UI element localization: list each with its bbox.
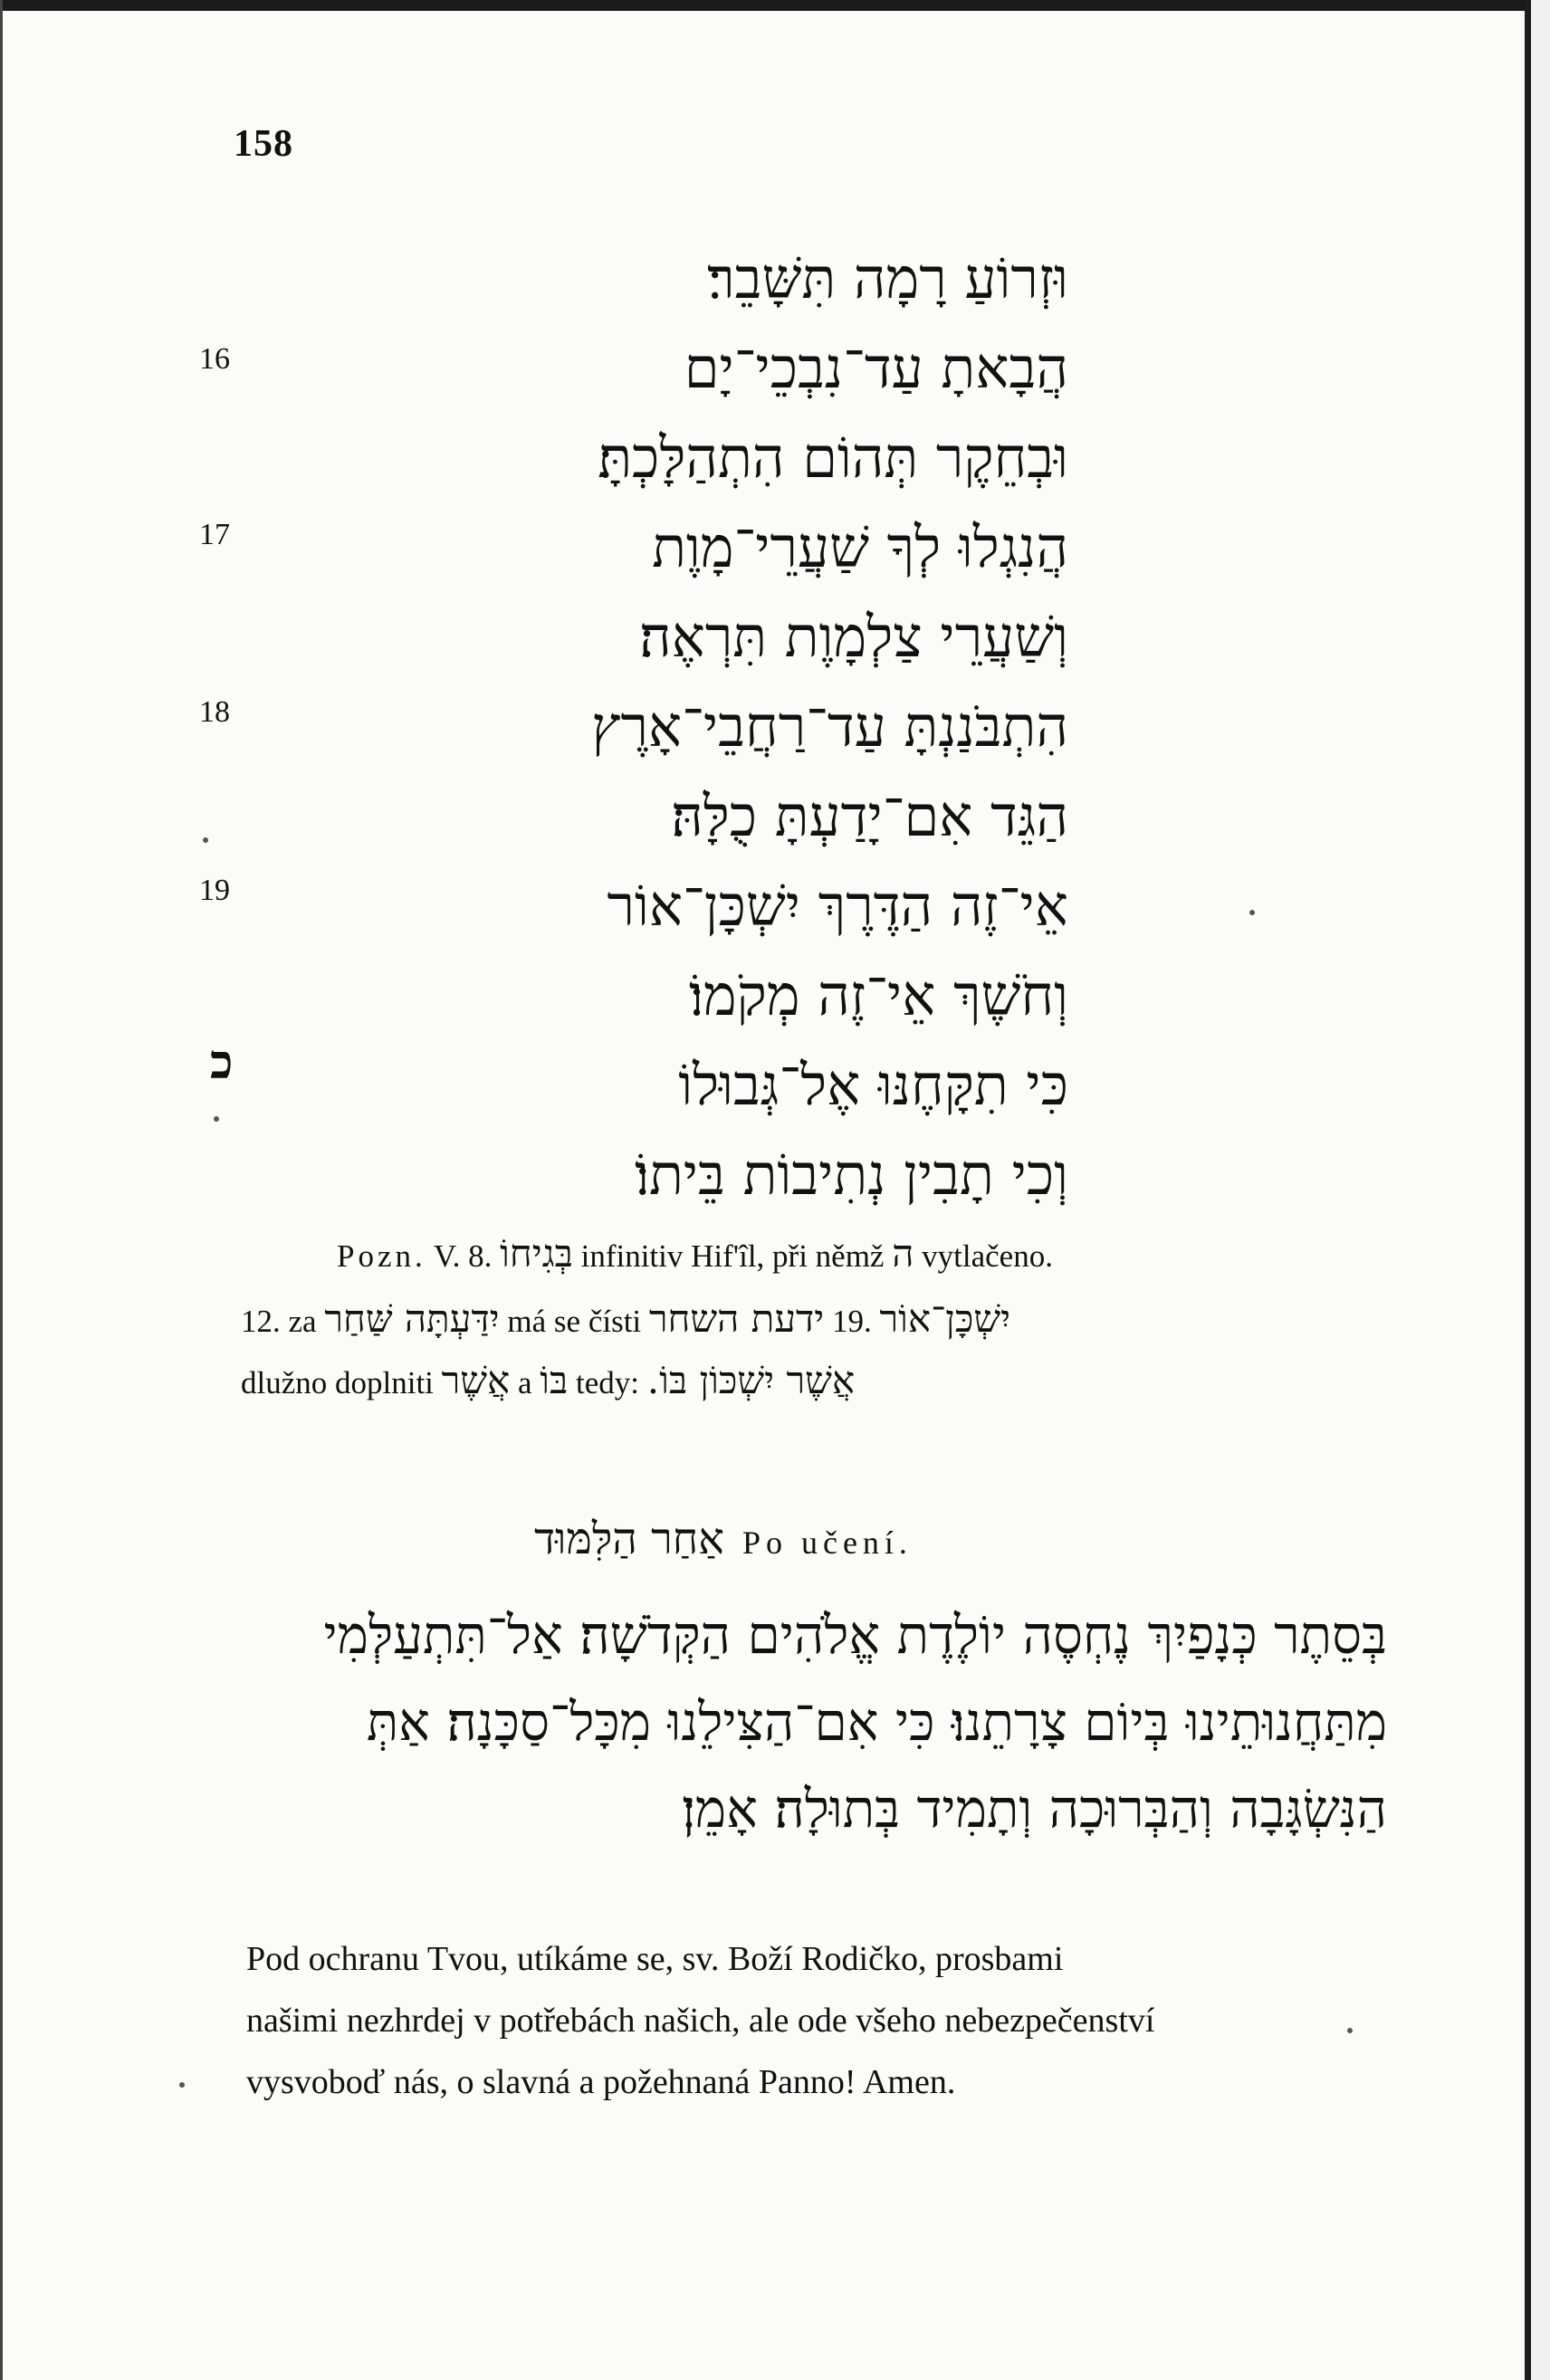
scan-speck: [179, 2082, 185, 2088]
note-text: má se čísti: [507, 1304, 642, 1339]
note-hebrew-word: אֲשֶׁר: [441, 1358, 511, 1402]
note-text: vytlačeno.: [922, 1238, 1053, 1274]
prayer-hebrew-line: בְּסֵתֶר כְּנָפַיִךְ נֶחְסֶה יוֹלֶדֶת אֱלֹהִים הַקְּדֹשָׁה׃ אַל־תִּתְעַלְּמִי: [323, 1604, 1387, 1666]
poem-line: הֲנִגְלוּ לְךָ שַׁעֲרֵי־מָוֶת: [652, 514, 1068, 580]
note-hebrew-word: בְּגִיחוֹ: [500, 1231, 573, 1276]
verse-number-17: 17: [199, 518, 230, 551]
note-hebrew-phrase: אֲשֶׁר יִשְׁכּוֹן בּוֹ.: [646, 1358, 856, 1402]
prayer-czech-line: našimi nezhrdej v potřebách našich, ale ode všeho nebezpečenství: [246, 2002, 1155, 2040]
scan-edge-left: [0, 0, 3, 2380]
poem-line: וְשַׁעֲרֵי צַלְמָוֶת תִּרְאֶה׃: [638, 604, 1068, 670]
scan-edge-top: [0, 0, 1550, 11]
note-line-3: [241, 1358, 855, 1403]
scan-edge-right: [1525, 0, 1531, 2380]
scan-speck: [1347, 2028, 1353, 2033]
section-heading: [534, 1514, 913, 1564]
verse-number-16: 16: [199, 342, 230, 376]
poem-line: הֲבָאתָ עַד־נִבְכֵי־יָם: [684, 335, 1068, 401]
note-line-1: [337, 1231, 1053, 1276]
prayer-hebrew: [237, 1591, 1387, 1852]
poem-line: וּבְחֵקֶר תְּהוֹם הִתְהַלָּכְתָּ׃: [598, 425, 1068, 491]
prayer-hebrew-line: מִתַּחֲנוּתֵינוּ בְּיוֹם צָרָתֵנוּ׃ כִּי אִם־הַצִּילֵנוּ מִכָּל־סַכָּנָה׃ אַתְּ: [366, 1691, 1387, 1753]
poem-line: וּזְרוֹעַ רָמָה תִּשָּׁבֵר׃: [707, 245, 1068, 311]
note-hebrew-word: בּוֹ: [540, 1358, 569, 1402]
scan-speck: [214, 1116, 219, 1122]
prayer-hebrew-line: הַנִּשְׂגָּבָה וְהַבְּרוּכָה וְתָמִיד בְּתוּלָה׃ אָמֵן׃: [681, 1778, 1387, 1840]
scan-speck: [203, 837, 208, 843]
note-text: dlužno doplniti: [241, 1365, 434, 1400]
poem-line: וְכִי תָבִין נְתִיבוֹת בֵּיתוֹ׃: [635, 1142, 1068, 1208]
note-hebrew-phrase: ידעת השחר: [648, 1296, 825, 1341]
note-hebrew-phrase: יִשְׁכָּן־אוֹר: [879, 1296, 1011, 1341]
note-text: a: [517, 1365, 532, 1400]
poem-line: וְחֹשֶׁךְ אֵי־זֶה מְקֹמוֹ׃: [688, 962, 1068, 1028]
poem-line: הַגֵּד אִם־יָדַעְתָּ כֻלָּהּ׃: [671, 783, 1068, 849]
note-hebrew-phrase: יִדַּעְתָּה שַּׁחַר: [324, 1296, 500, 1341]
note-line-2: [241, 1296, 1010, 1342]
prayer-czech: [246, 1928, 1394, 2113]
prayer-czech-line: Pod ochranu Tvou, utíkáme se, sv. Boží Rodičko, prosbami: [246, 1940, 1064, 1978]
verse-number-19: 19: [199, 874, 230, 907]
note-verse-ref: V. 8.: [433, 1238, 493, 1274]
hebrew-poem: [507, 234, 1068, 1219]
note-label: Pozn.: [337, 1238, 426, 1274]
page-number: 158: [234, 123, 293, 165]
note-text: infinitiv Hif'îl, při němž: [580, 1238, 885, 1274]
scan-speck: [1249, 910, 1255, 915]
note-text: tedy:: [576, 1365, 640, 1400]
chapter-marker: כ: [210, 1035, 234, 1090]
prayer-czech-line: vysvoboď nás, o slavná a požehnaná Panno! Amen.: [246, 2063, 956, 2101]
note-verse-ref: 19.: [831, 1304, 872, 1339]
note-verse-ref: 12. za: [241, 1304, 317, 1339]
poem-line: כִּי תִקָּחֶנּוּ אֶל־גְּבוּלוֹ: [678, 1052, 1068, 1118]
section-heading-hebrew: אַחַר הַלִּמּוּד: [534, 1514, 724, 1564]
poem-line: אֵי־זֶה הַדֶּרֶךְ יִשְׁכָּן־אוֹר: [607, 873, 1068, 939]
section-heading-czech: Po učení.: [742, 1525, 913, 1561]
verse-number-18: 18: [199, 695, 230, 729]
note-hebrew-letter: ה: [892, 1231, 914, 1276]
poem-line: הִתְבֹּנַנְתָּ עַד־רַחֲבֵי־אָרֶץ: [591, 693, 1068, 760]
